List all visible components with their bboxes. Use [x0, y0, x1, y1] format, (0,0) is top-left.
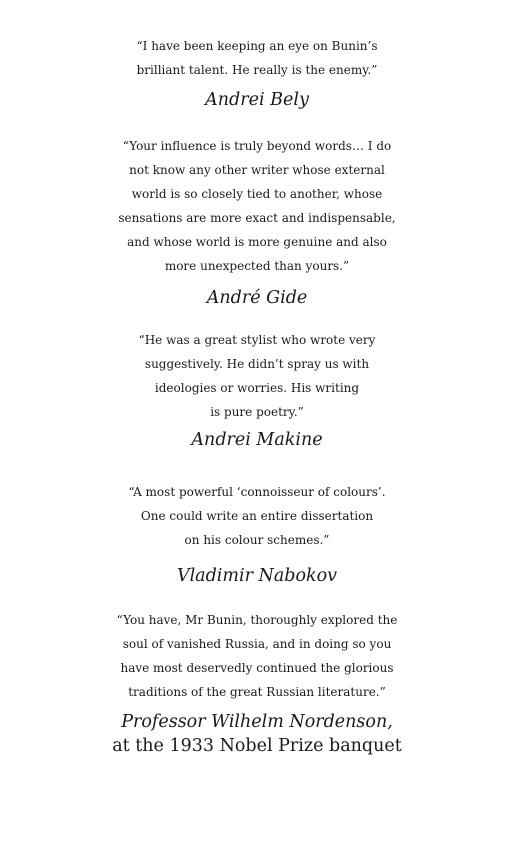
quote-author: Andrei Bely — [205, 90, 309, 110]
quote-line: “Your influence is truly beyond words… I do — [122, 139, 392, 153]
quote-bely — [0, 34, 514, 112]
quote-author: Professor Wilhelm Nordenson, — [121, 712, 393, 732]
quote-text — [0, 608, 514, 704]
quote-author: Vladimir Nabokov — [176, 566, 338, 586]
quote-line: suggestively. He didn’t spray us with — [144, 357, 370, 371]
quote-line: sensations are more exact and indispensable, — [118, 211, 396, 225]
quote-line: “He was a great stylist who wrote very — [138, 333, 376, 347]
quote-text — [0, 134, 514, 278]
quote-text — [0, 328, 514, 424]
quote-line: brilliant talent. He really is the enemy.” — [136, 63, 378, 77]
quote-gide — [0, 134, 514, 310]
quote-line: One could write an entire dissertation — [140, 509, 374, 523]
quote-line: on his colour schemes.” — [184, 533, 330, 547]
quote-line: have most deservedly continued the glorious — [120, 661, 394, 675]
quote-line: traditions of the great Russian literature.” — [128, 685, 386, 699]
quote-line: and whose world is more genuine and also — [127, 235, 387, 249]
quote-text — [0, 480, 514, 552]
quote-author: André Gide — [206, 288, 308, 308]
quote-makine — [0, 328, 514, 452]
quote-line: is pure poetry.” — [210, 405, 304, 419]
quote-line: world is so closely tied to another, whose — [131, 187, 383, 201]
quote-text — [0, 34, 514, 82]
quote-line: soul of vanished Russia, and in doing so you — [122, 637, 392, 651]
quote-line: “I have been keeping an eye on Bunin’s — [136, 39, 378, 53]
quote-line: ideologies or worries. His writing — [154, 381, 360, 395]
quote-line: “You have, Mr Bunin, thoroughly explored the — [116, 613, 398, 627]
quote-nabokov — [0, 480, 514, 588]
quote-author: Andrei Makine — [191, 430, 323, 450]
quote-line: “A most powerful ‘connoisseur of colours’. — [128, 485, 386, 499]
quote-occasion: at the 1933 Nobel Prize banquet — [112, 736, 402, 756]
quote-line: more unexpected than yours.” — [164, 259, 350, 273]
quote-nordenson — [0, 608, 514, 758]
quote-line: not know any other writer whose external — [129, 163, 385, 177]
